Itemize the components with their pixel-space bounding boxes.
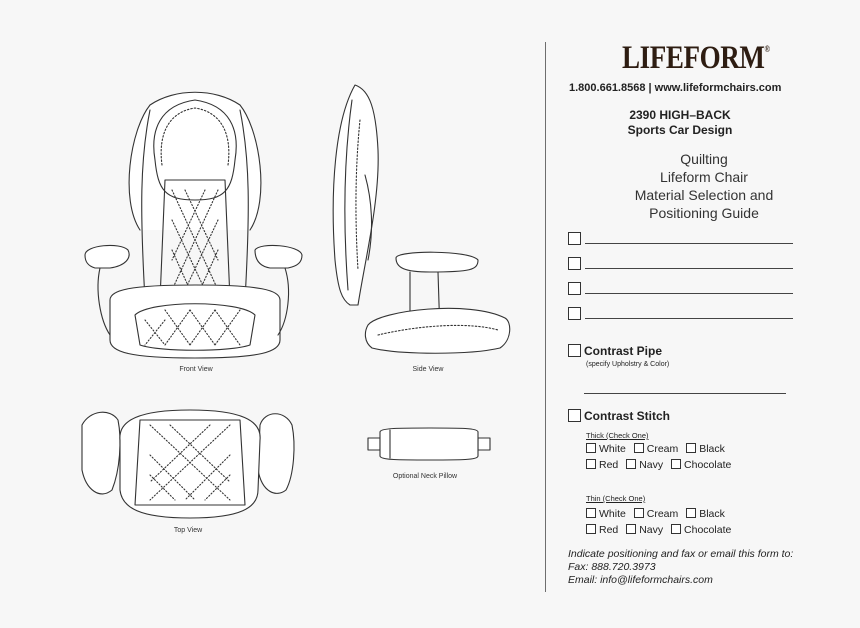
side-view-drawing — [333, 85, 510, 353]
vertical-divider — [545, 42, 546, 592]
thin-white-option[interactable]: White — [586, 508, 626, 520]
neck-pillow-caption: Optional Neck Pillow — [392, 473, 458, 480]
email-address[interactable]: Email: info@lifeformchairs.com — [568, 574, 713, 586]
thin-heading: Thin (Check One) — [586, 494, 646, 503]
thin-black-option[interactable]: Black — [686, 508, 725, 520]
side-view-caption: Side View — [412, 366, 444, 373]
contrast-pipe-checkbox[interactable] — [568, 344, 581, 357]
thick-row-1 — [586, 443, 730, 455]
thick-white-option[interactable]: White — [586, 443, 626, 455]
contact-line — [569, 82, 781, 94]
write-in-line[interactable] — [585, 268, 793, 269]
phone-number: 1.800.661.8568 — [569, 82, 646, 94]
thick-row-2 — [586, 459, 736, 471]
write-in-line[interactable] — [585, 318, 793, 319]
contrast-stitch-option[interactable]: Contrast Stitch — [568, 409, 670, 423]
thin-chocolate-option[interactable]: Chocolate — [671, 524, 731, 536]
checkbox[interactable] — [568, 257, 581, 270]
neck-pillow-drawing — [368, 428, 490, 460]
submission-instructions: Indicate positioning and fax or email this form to: Fax: 888.720.3973 Email: info@lifeformchairs.com — [568, 548, 794, 586]
checkbox[interactable] — [568, 282, 581, 295]
contrast-stitch-checkbox[interactable] — [568, 409, 581, 422]
contrast-pipe-option[interactable]: Contrast Pipe — [568, 344, 662, 358]
write-in-line[interactable] — [585, 243, 793, 244]
contrast-pipe-note: (specify Upholstry & Color) — [586, 361, 670, 368]
lifeform-logo: LIFEFORM® — [622, 40, 770, 76]
guide-title: Quilting Lifeform Chair Material Selection and Positioning Guide — [634, 151, 774, 221]
thick-red-option[interactable]: Red — [586, 459, 618, 471]
contact-separator: | — [648, 82, 652, 94]
thick-heading: Thick (Check One) — [586, 431, 649, 440]
thick-cream-option[interactable]: Cream — [634, 443, 679, 455]
thick-navy-option[interactable]: Navy — [626, 459, 663, 471]
website-link[interactable]: www.lifeformchairs.com — [654, 82, 782, 94]
checkbox[interactable] — [568, 307, 581, 320]
thick-black-option[interactable]: Black — [686, 443, 725, 455]
checkbox[interactable] — [568, 232, 581, 245]
thin-row-1 — [586, 508, 730, 520]
thin-navy-option[interactable]: Navy — [626, 524, 663, 536]
thin-cream-option[interactable]: Cream — [634, 508, 679, 520]
thick-chocolate-option[interactable]: Chocolate — [671, 459, 731, 471]
model-title: 2390 HIGH–BACK Sports Car Design — [627, 108, 733, 137]
contrast-pipe-line[interactable] — [584, 393, 786, 394]
thin-row-2 — [586, 524, 736, 536]
write-in-line[interactable] — [585, 293, 793, 294]
front-view-caption: Front View — [179, 366, 213, 373]
top-view-drawing — [82, 410, 294, 518]
top-view-caption: Top View — [173, 527, 203, 534]
thin-red-option[interactable]: Red — [586, 524, 618, 536]
front-view-drawing — [85, 92, 302, 358]
